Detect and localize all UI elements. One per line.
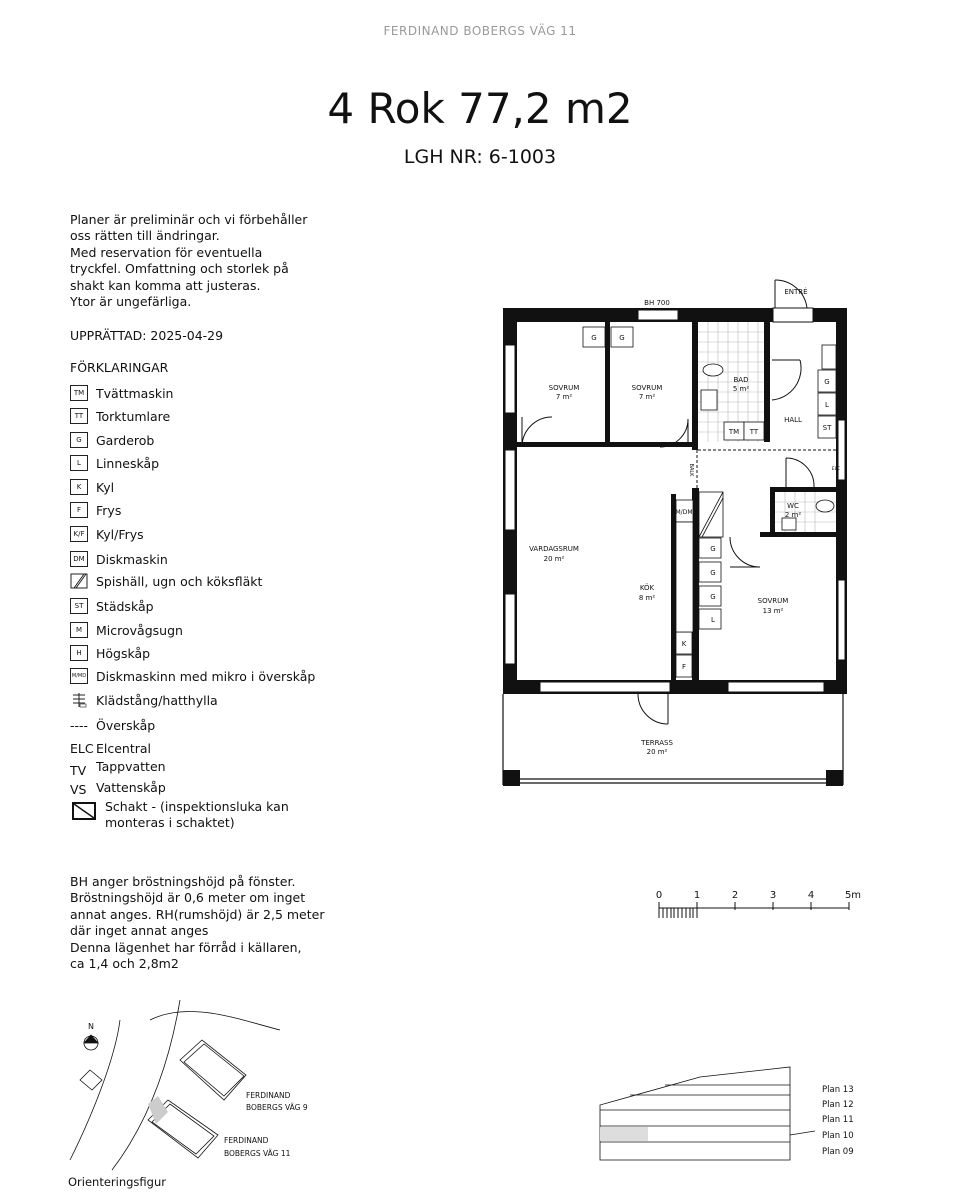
disclaimer-line: Med reservation för eventuella bbox=[70, 244, 263, 260]
legend-label: Diskmaskinn med mikro i överskåp bbox=[96, 668, 316, 684]
fixture-code: G bbox=[619, 334, 625, 342]
legend-label: Tappvatten bbox=[96, 758, 166, 774]
disclaimer-line: shakt kan komma att justeras. bbox=[70, 277, 261, 293]
legend-code: M bbox=[70, 622, 88, 638]
wall-wc-west bbox=[770, 487, 775, 535]
room-name: SOVRUM bbox=[548, 384, 580, 392]
beam-label: BALK bbox=[688, 463, 694, 477]
shaft-line: monteras i schaktet) bbox=[105, 815, 235, 831]
legend-code: M/MD bbox=[70, 668, 88, 684]
building-label: BOBERGS VÄG 9 bbox=[246, 1103, 308, 1112]
fixture-code: M/DM bbox=[675, 509, 693, 516]
sink bbox=[782, 518, 796, 530]
scale-tick-label: 3 bbox=[769, 890, 777, 901]
fixture-code: L bbox=[711, 616, 715, 624]
building-label: FERDINAND bbox=[246, 1091, 291, 1100]
legend-code: TM bbox=[70, 385, 88, 401]
door-swing bbox=[772, 360, 801, 400]
wall-bath-east bbox=[764, 322, 770, 442]
scale-tick-label: 4 bbox=[807, 890, 815, 901]
room-name: KÖK bbox=[639, 584, 655, 592]
site-road bbox=[112, 1000, 180, 1170]
apartment-floor-highlight bbox=[600, 1127, 648, 1141]
wall-bath-west bbox=[692, 322, 698, 450]
disclaimer-line: Planer är preliminär och vi förbehåller bbox=[70, 212, 308, 227]
section-figure bbox=[600, 1067, 854, 1160]
note-line: Bröstningshöjd är 0,6 meter om inget bbox=[70, 890, 306, 906]
scale-bar bbox=[656, 890, 861, 918]
note-line: ca 1,4 och 2,8m2 bbox=[70, 956, 179, 972]
wall-kitchen-cabinets bbox=[671, 494, 676, 680]
fixture-code: G bbox=[591, 334, 597, 342]
legend-label: Spishäll, ugn och köksfläkt bbox=[96, 573, 263, 589]
apartment-highlight bbox=[148, 1096, 168, 1124]
legend-label: Torktumlare bbox=[96, 408, 171, 424]
vs-symbol: VS bbox=[70, 781, 87, 797]
toilet bbox=[703, 364, 723, 376]
section-outline bbox=[600, 1067, 790, 1160]
legend-label: Garderob bbox=[96, 432, 155, 448]
page-title: 4 Rok 77,2 m2 bbox=[327, 84, 633, 133]
apartment-number: LGH NR: 6-1003 bbox=[403, 146, 557, 168]
orientation-label: Orienteringsfigur bbox=[68, 1175, 166, 1189]
disclaimer-line: oss rätten till ändringar. bbox=[70, 228, 220, 244]
shaft-line: Schakt - (inspektionsluka kan bbox=[105, 799, 289, 814]
linen-cupboard bbox=[699, 609, 721, 629]
window bbox=[638, 310, 678, 320]
orientation-figure bbox=[70, 1000, 308, 1170]
toilet bbox=[816, 500, 834, 512]
legend-label: Kyl/Frys bbox=[96, 526, 144, 542]
legend-label: Diskmaskin bbox=[96, 551, 168, 567]
window bbox=[505, 594, 515, 664]
floor-label: Plan 10 bbox=[822, 1131, 854, 1141]
room-area: 7 m² bbox=[555, 393, 573, 401]
note-line: Denna lägenhet har förråd i källaren, bbox=[70, 939, 302, 955]
room-area: 20 m² bbox=[646, 748, 668, 756]
fixture-code: TT bbox=[749, 428, 759, 436]
north-label: N bbox=[88, 1022, 94, 1031]
scale-end-label: 5m bbox=[844, 890, 862, 901]
room-name: TERRASS bbox=[641, 739, 673, 747]
room-area: 7 m² bbox=[638, 393, 656, 401]
window bbox=[540, 682, 670, 692]
note-line: BH anger bröstningshöjd på fönster. bbox=[70, 874, 296, 889]
fixture-code: ELC bbox=[831, 467, 841, 472]
window bbox=[728, 682, 824, 692]
legend-label: Vattenskåp bbox=[96, 779, 166, 795]
legend-label: Elcentral bbox=[96, 740, 152, 756]
scale-tick-label: 0 bbox=[655, 890, 663, 901]
legend-label: Klädstång/hatthylla bbox=[96, 692, 218, 708]
fixture-code: G bbox=[710, 545, 716, 553]
legend-title: FÖRKLARINGAR bbox=[70, 360, 169, 375]
room-area: 8 m² bbox=[638, 594, 656, 602]
room-area: 2 m² bbox=[784, 511, 802, 519]
room-area: 5 m² bbox=[732, 385, 750, 393]
legend-label: Överskåp bbox=[96, 717, 156, 733]
legend-label: Högskåp bbox=[96, 645, 151, 661]
dash-symbol: ---- bbox=[70, 717, 89, 733]
legend-code: K bbox=[70, 479, 88, 495]
window-height-label: BH 700 bbox=[644, 299, 670, 307]
window bbox=[838, 580, 845, 660]
room-name: VARDAGSRUM bbox=[529, 545, 579, 553]
room-name: SOVRUM bbox=[631, 384, 663, 392]
address-heading: FERDINAND BOBERGS VÄG 11 bbox=[383, 24, 577, 38]
legend-label: Kyl bbox=[96, 479, 115, 495]
fixture-code: G bbox=[710, 569, 716, 577]
legend-label: Linneskåp bbox=[96, 455, 160, 471]
legend-code: H bbox=[70, 645, 88, 661]
room-name: BAD bbox=[733, 376, 749, 384]
site-building-inner bbox=[184, 1044, 244, 1096]
fixture-code: ST bbox=[822, 424, 832, 432]
scale-tick-label: 1 bbox=[693, 890, 701, 901]
legend-label: Microvågsugn bbox=[96, 622, 183, 638]
legend-code: DM bbox=[70, 551, 88, 567]
site-road bbox=[150, 1011, 280, 1030]
building-label: FERDINAND bbox=[224, 1136, 269, 1145]
window bbox=[505, 450, 515, 530]
legend-label: Städskåp bbox=[96, 598, 154, 614]
created-date: UPPRÄTTAD: 2025-04-29 bbox=[70, 328, 224, 343]
terrace-door-swing bbox=[638, 694, 668, 724]
elc-symbol: ELC bbox=[70, 740, 94, 756]
fixture-code: K bbox=[681, 640, 687, 648]
disclaimer-line: Ytor är ungefärliga. bbox=[70, 294, 192, 310]
legend-code: K/F bbox=[70, 526, 88, 542]
note-line: annat anges. RH(rumshöjd) är 2,5 meter bbox=[70, 906, 325, 922]
sink bbox=[701, 390, 717, 410]
legend-label: Frys bbox=[96, 502, 122, 518]
clothes-rail bbox=[822, 345, 836, 369]
wall-bedroom3-north bbox=[760, 532, 836, 537]
wall-between-bedrooms bbox=[605, 322, 610, 447]
fixture-code: TM bbox=[728, 428, 740, 436]
tv-symbol: TV bbox=[70, 762, 87, 778]
site-building bbox=[80, 1070, 102, 1090]
window bbox=[505, 345, 515, 413]
door-swing bbox=[786, 458, 814, 487]
legend-code: L bbox=[70, 455, 88, 471]
fixture-code: L bbox=[825, 401, 829, 409]
fixture-code: G bbox=[824, 378, 830, 386]
floor-label: Plan 11 bbox=[822, 1115, 854, 1125]
legend-code: G bbox=[70, 432, 88, 448]
floor-label: Plan 12 bbox=[822, 1100, 854, 1110]
note-line: där inget annat anges bbox=[70, 923, 209, 939]
wall-wc-north bbox=[770, 487, 836, 492]
entrance-label: ENTRÉ bbox=[784, 288, 808, 296]
fixture-code: F bbox=[681, 663, 687, 671]
disclaimer-line: tryckfel. Omfattning och storlek på bbox=[70, 261, 289, 277]
entrance-opening bbox=[773, 308, 813, 322]
door-swing bbox=[730, 537, 760, 567]
floor-label: Plan 13 bbox=[822, 1085, 854, 1095]
room-name: SOVRUM bbox=[757, 597, 789, 605]
room-area: 20 m² bbox=[543, 555, 565, 563]
kitchen-counter bbox=[676, 522, 693, 632]
legend-code: F bbox=[70, 502, 88, 518]
room-name: HALL bbox=[784, 416, 802, 424]
room-area: 13 m² bbox=[762, 607, 784, 615]
building-label: BOBERGS VÄG 11 bbox=[224, 1149, 291, 1158]
room-name: WC bbox=[787, 502, 799, 510]
legend-code: ST bbox=[70, 598, 88, 614]
fixture-code: G bbox=[710, 593, 716, 601]
legend-label: Tvättmaskin bbox=[96, 385, 174, 401]
scale-tick-label: 2 bbox=[731, 890, 739, 901]
floor-label: Plan 09 bbox=[822, 1147, 854, 1157]
legend-code: TT bbox=[70, 408, 88, 424]
